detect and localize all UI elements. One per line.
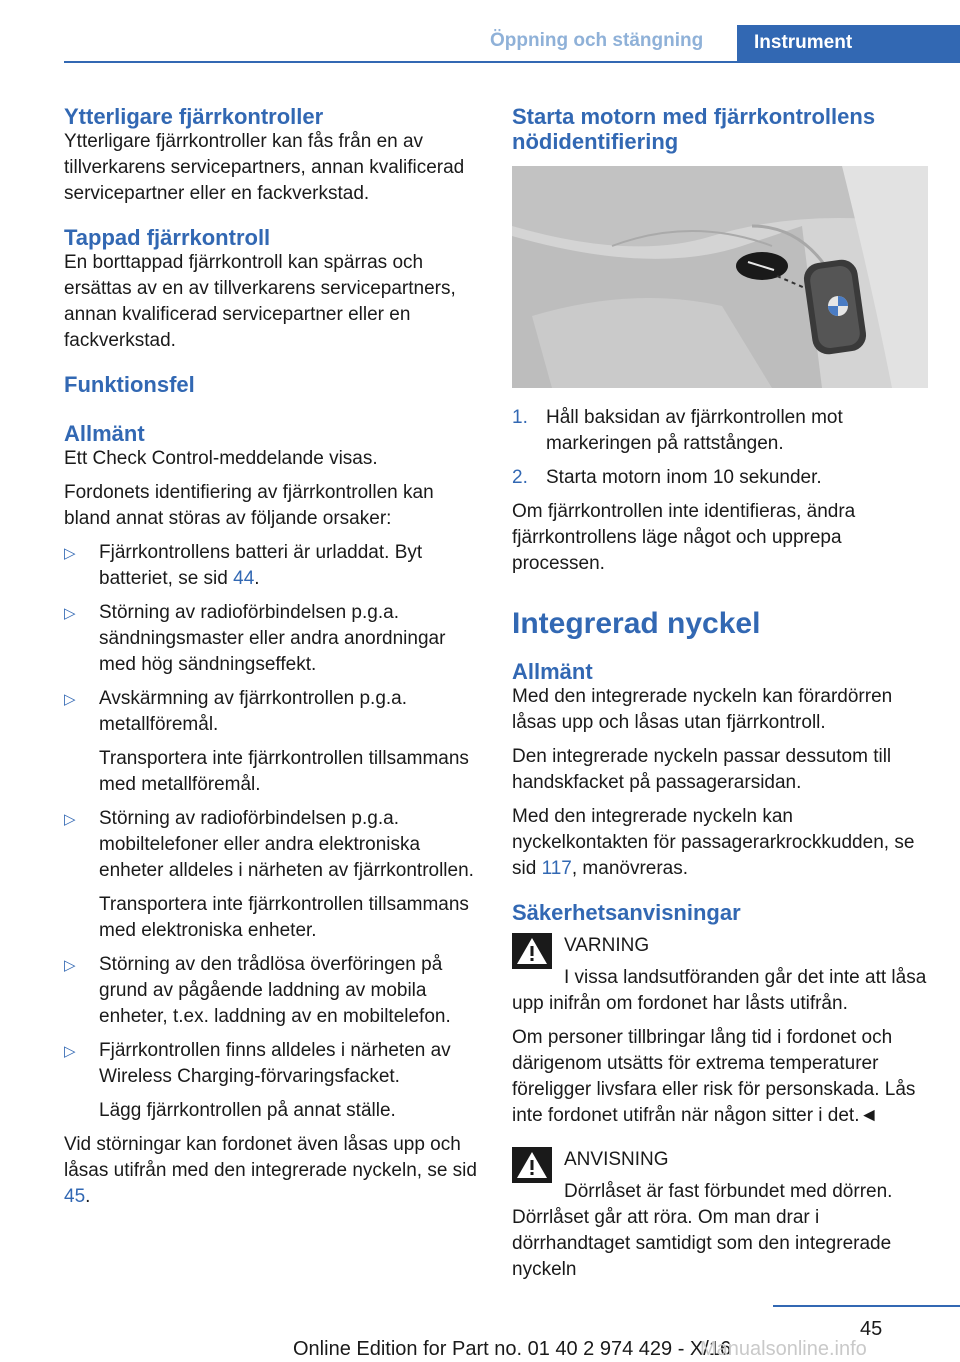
emergency-start-steps (512, 405, 928, 491)
heading-safety: Säkerhetsanvisningar (512, 900, 741, 925)
bullet-triangle-icon: ▷ (64, 1043, 76, 1060)
heading-integrated-key: Integrerad nyckel (512, 607, 761, 640)
page-link-44[interactable]: 44 (233, 568, 255, 589)
bullet-triangle-icon: ▷ (64, 691, 76, 708)
list-item: ▷ Störning av radioförbindelsen p.g.a. mobiltelefoner eller andra elektroniska enheter alldeles i närheten av fjärrkontrollen. Transportera inte fjärrkontrollen tillsammans med elektroniska enheter. (64, 806, 482, 944)
bullet-triangle-icon: ▷ (64, 811, 76, 828)
warning-label: VARNING (564, 935, 650, 956)
right-column (512, 104, 928, 1291)
list-item-note: Transportera inte fjärrkontrollen tillsammans med metallföremål. (99, 748, 469, 795)
list-item: ▷ Fjärrkontrollens batteri är urladdat. Byt batteriet, se sid 44. (64, 542, 423, 589)
causes-list (64, 540, 482, 1124)
heading-general: Allmänt (512, 659, 593, 684)
heading-emergency-start: Starta motorn med fjärrkontrollens nödidentifiering (512, 104, 876, 154)
list-item: ▷ Störning av radioförbindelsen p.g.a. sändningsmaster eller andra anordningar med hög sändningseffekt. (64, 602, 446, 675)
header-rule (64, 61, 960, 63)
edition-info: Online Edition for Part no. 01 40 2 974 429 - X/16 (293, 1338, 732, 1360)
para-not-identified: Om fjärrkontrollen inte identifieras, ändra fjärrkontrollens läge något och upprepa processen. (512, 501, 856, 574)
list-item-note: Transportera inte fjärrkontrollen tillsammans med elektroniska enheter. (99, 894, 469, 941)
bullet-triangle-icon: ▷ (64, 605, 76, 622)
list-item: ▷ Störning av den trådlösa överföringen på grund av pågående laddning av mobila enheter, t.ex. laddning av en mobiltelefon. (64, 954, 451, 1027)
para-driver-door: Med den integrerade nyckeln kan förardörren låsas upp och låsas utan fjärrkontroll. (512, 686, 893, 733)
header-section-title: Öppning och stängning (490, 30, 704, 51)
para-integrated-key-fallback: Vid störningar kan fordonet även låsas upp och låsas utifrån med den integrerade nyckeln, se sid 45. (64, 1134, 477, 1207)
step-number: 2. (512, 467, 528, 488)
page-link-117[interactable]: 117 (541, 858, 572, 879)
bullet-triangle-icon: ▷ (64, 545, 76, 562)
notice-box (512, 1147, 928, 1173)
para-lost-remote: En borttappad fjärrkontroll kan spärras och ersättas av en av tillverkarens servicepartners, annan kvalificerad servicepartner eller en fackverkstad. (64, 252, 456, 351)
para-extra-remotes: Ytterligare fjärrkontroller kan fås från en av tillverkarens servicepartners, annan kvalificerad servicepartner eller en fackverkstad. (64, 131, 465, 204)
para-check-control: Ett Check Control-meddelande visas. (64, 448, 378, 469)
watermark-text: Manualsonline.info (700, 1338, 867, 1360)
warning-triangle-icon (512, 933, 552, 969)
step-number: 1. (512, 407, 528, 428)
list-item: ▷ Avskärmning av fjärrkontrollen p.g.a. metallföremål. Transportera inte fjärrkontrollen tillsammans med metallföremål. (64, 686, 482, 798)
para-notice-door-lock: Dörrlåset är fast förbundet med dörren. Dörrlåset går att röra. Om man drar i dörrhandtaget samtidigt som den integrerade nyckeln (512, 1181, 893, 1280)
list-item: 1. Håll baksidan av fjärrkontrollen mot markeringen på rattstången. (512, 407, 843, 454)
steering-column-key-illustration (512, 166, 928, 388)
left-column (64, 104, 482, 1218)
para-warning-unlock: I vissa landsutföranden går det inte att låsa upp inifrån om fordonet har låsts utifrån. (512, 967, 927, 1014)
para-glovebox: Den integrerade nyckeln passar dessutom till handskfacket på passagerarsidan. (512, 746, 892, 793)
heading-malfunction: Funktionsfel (64, 372, 195, 397)
para-airbag-switch: Med den integrerade nyckeln kan nyckelkontakten för passagerarkrockkudden, se sid 117, manövreras. (512, 806, 915, 879)
heading-lost-remote: Tappad fjärrkontroll (64, 225, 271, 250)
list-item: ▷ Fjärrkontrollen finns alldeles i närheten av Wireless Charging-förvaringsfacket. Lägg fjärrkontrollen på annat ställe. (64, 1038, 482, 1124)
notice-label: ANVISNING (564, 1149, 669, 1170)
heading-extra-remotes: Ytterligare fjärrkontroller (64, 104, 324, 129)
notice-triangle-icon (512, 1147, 552, 1183)
warning-box (512, 933, 928, 959)
para-causes-intro: Fordonets identifiering av fjärrkontrollen kan bland annat störas av följande orsaker: (64, 482, 434, 529)
header-chapter-tab: Instrument (737, 25, 960, 61)
heading-general: Allmänt (64, 421, 145, 446)
page-header (0, 0, 960, 62)
para-warning-temperature: Om personer tillbringar lång tid i fordonet och därigenom utsätts för extrema temperaturer föreligger livsfara eller risk för personskada. Lås inte fordonet utifrån när någon sitter i det.◄ (512, 1027, 916, 1126)
list-item-note: Lägg fjärrkontrollen på annat ställe. (99, 1100, 396, 1121)
footer-rule (773, 1305, 960, 1307)
list-item: 2. Starta motorn inom 10 sekunder. (512, 465, 928, 491)
bullet-triangle-icon: ▷ (64, 957, 76, 974)
page-number: 45 (860, 1318, 883, 1340)
page-link-45[interactable]: 45 (64, 1186, 86, 1207)
